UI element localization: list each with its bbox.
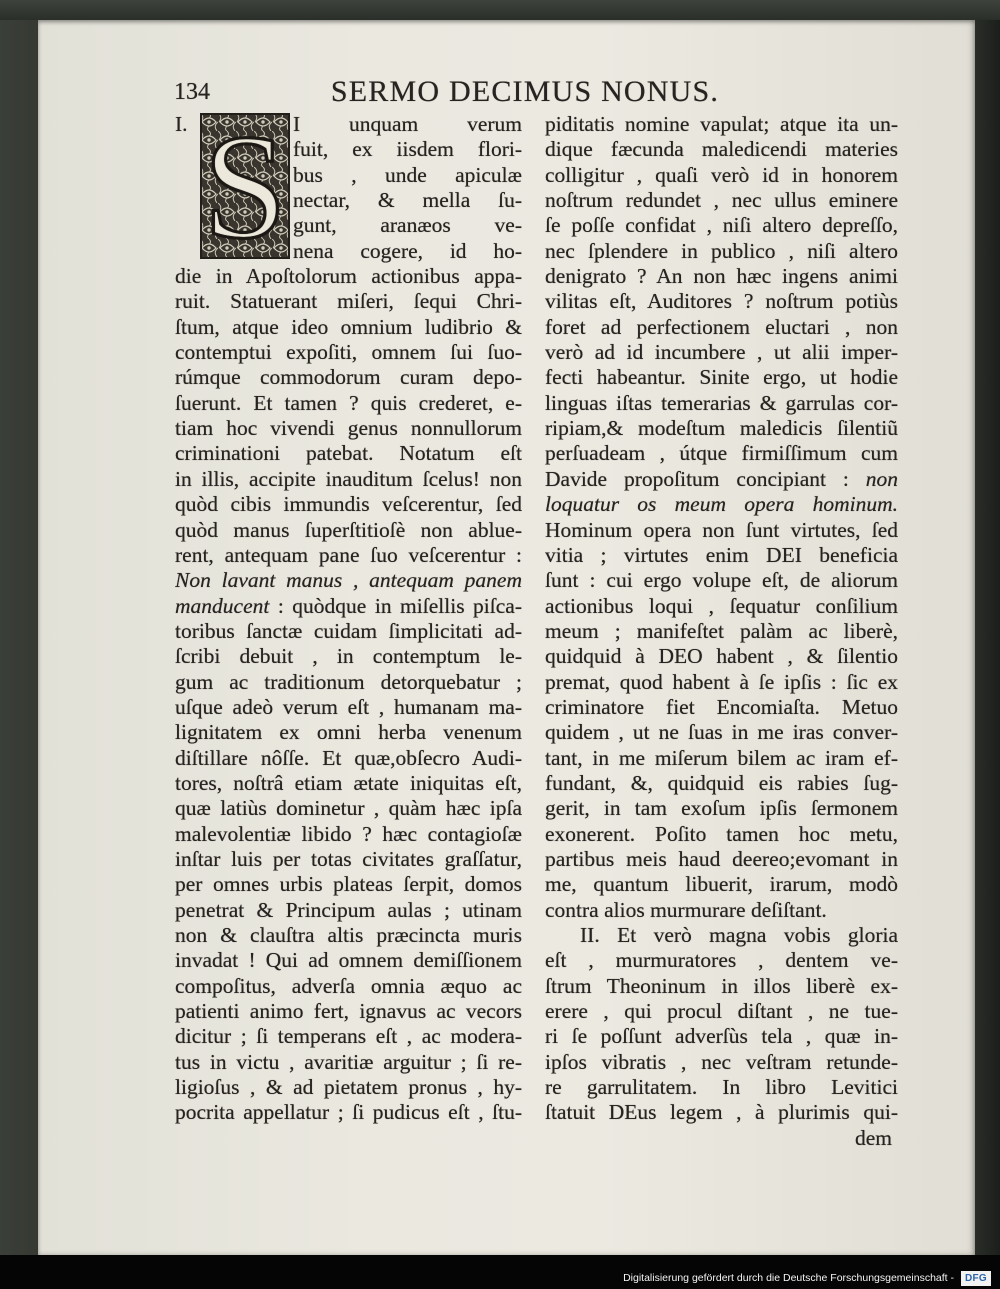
digitization-credit: Digitalisierung gefördert durch die Deutsche Forschungsgemeinschaft -: [623, 1272, 954, 1284]
text-line: verò ad id incumbere , ut alii imper-: [545, 340, 898, 365]
text-line: denigrato ? An non hæc ingens animi: [545, 264, 898, 289]
text-line: quidem , ut ne ſuas in me iras conver-: [545, 720, 898, 745]
text-line: foret ad perfectionem eluctari , non: [545, 314, 898, 339]
text-line: [545, 467, 898, 492]
text-line: ſuerunt. Et tamen ? quis crederet, e-: [175, 390, 522, 415]
text-line: dicitur ; ſi temperans eſt , ac modera-: [175, 1024, 522, 1049]
text-line: nec ſplendere in publico , niſi altero: [545, 238, 898, 263]
text-line: penetrat & Principum aulas ; utinam: [175, 897, 522, 922]
decorated-initial-graphic: [200, 113, 290, 259]
text-line: non & clauſtra altis præcincta muris: [175, 923, 522, 947]
catchword: dem: [854, 1125, 892, 1150]
text-line: meum ; manifeſtet palàm ac liberè,: [545, 618, 898, 643]
text-line: malevolentiæ libido ? hæc contagioſæ: [175, 821, 522, 846]
text-line: inſtar luis per totas civitates graſſatur,: [175, 846, 522, 871]
text-line: fuit, ex iisdem flori-: [293, 137, 522, 162]
dfg-logo: DFG: [961, 1271, 991, 1286]
text-line: me, quantum libuerit, irarum, modò: [545, 872, 898, 897]
paragraph-end-line: contra alios murmurare deſiſtant.: [545, 897, 827, 922]
text-line: exonerent. Poſito tamen hoc metu,: [545, 821, 898, 846]
scan-top-margin: [0, 0, 1000, 20]
text-line: eſt , murmuratores , dentem ve-: [545, 948, 898, 973]
text-line: quòd manus ſuperſtitioſè non ablue-: [175, 517, 522, 542]
text-line: quòd cibis immundis veſcerentur, ſed: [175, 492, 522, 517]
decorated-initial: [200, 113, 290, 259]
text-line: dique fæcunda maledicendi materies: [545, 137, 898, 162]
text-line: erere , qui procul diſtant , ne tue-: [545, 999, 898, 1024]
initial-letter: S: [203, 113, 287, 259]
text-line: quæ latiùs dominetur , quàm hæc ipſa: [175, 796, 522, 821]
text-line: vilitas eſt, Auditores ? noſtrum potiùs: [545, 289, 898, 314]
text-line: pocrita appellatur ; ſi pudicus eſt , ſtu-: [175, 1100, 522, 1125]
text-line: toribus ſanctæ cuidam ſimplicitati ad-: [175, 618, 522, 643]
text-line: ri ſe poſſunt adverſùs tela , quæ in-: [545, 1024, 898, 1049]
text-line: gunt, aranæos ve-: [293, 213, 522, 238]
text-line: nectar, & mella ſu-: [293, 188, 522, 213]
text-line: diſtillare nôſſe. Et quæ,obſecro Audi-: [175, 745, 522, 770]
text-line: in illis, accipite inauditum ſcelus! non: [175, 466, 522, 491]
text-line: rúmque commodorum curam depo-: [175, 365, 522, 390]
text-line: criminationi patebat. Notatum eſt: [175, 441, 522, 466]
text-segment: Davide propoſitum concipiant :: [545, 466, 866, 491]
text-segment: : quòdque in miſellis piſca-: [269, 593, 522, 618]
italic-quotation-line: Non lavant manus , antequam panem: [175, 568, 522, 593]
text-line: tiam hoc vivendi genus nonnullorum: [175, 416, 522, 441]
text-line: lignitatem ex omni herba venenum: [175, 720, 522, 745]
text-line: premat, quod habent à ſe ipſis : ſic ex: [545, 669, 898, 694]
text-line: ligioſus , & ad pietatem pronus , hy-: [175, 1075, 522, 1100]
text-line: patienti animo fert, ignavus ac vecors: [175, 999, 522, 1024]
text-line: rent, antequam pane ſuo veſcerentur :: [175, 542, 522, 567]
text-line: re garrulitatem. In libro Levitici: [545, 1075, 898, 1100]
text-line: ruit. Statuerant miſeri, ſequi Chri-: [175, 289, 522, 314]
text-line: gerit, in tam exoſum ipſis ſermonem: [545, 796, 898, 821]
text-line: ipſos vibratis , nec veſtram retunde-: [545, 1049, 898, 1074]
text-line: ſcribi debuit , in contemptum le-: [175, 644, 522, 669]
section-number: I.: [175, 112, 188, 136]
text-line: piditatis nomine vapulat; atque ita un-: [545, 112, 898, 136]
text-line: tores, noſtrâ etiam ætate iniquitas eſt,: [175, 770, 522, 795]
text-line: ſe poſſe confidat , niſi altero depreſſo,: [545, 213, 898, 238]
text-line: fecti habeantur. Sinite ergo, ut hodie: [545, 365, 898, 390]
text-line: quidquid à DEO habent , & ſilentio: [545, 644, 898, 669]
text-line: criminatore fiet Encomiaſta. Metuo: [545, 694, 898, 719]
text-line: per omnes urbis plateas ſerpit, domos: [175, 872, 522, 897]
text-line: linguas iſtas temerarias & garrulas cor-: [545, 390, 898, 415]
paragraph-start-line: II. Et verò magna vobis gloria: [580, 923, 898, 947]
text-line: die in Apoſtolorum actionibus appa-: [175, 264, 522, 289]
text-line: ſtrum Theoninum in illos liberè ex-: [545, 973, 898, 998]
text-line: ſunt : cui ergo volupe eſt, de aliorum: [545, 568, 898, 593]
text-line: [175, 594, 522, 619]
text-line: perſuadeam , útque firmiſſimum cum: [545, 441, 898, 466]
text-line: noſtrum redundet , nec ullus eminere: [545, 188, 898, 213]
text-line: fundant, &, quidquid eis rabies ſug-: [545, 770, 898, 795]
text-line: ſtatuit DEus legem , à plurimis qui-: [545, 1100, 898, 1125]
text-line: ſtum, atque ideo omnium ludibrio &: [175, 314, 522, 339]
text-line: contemptui expoſiti, omnem ſui ſuo-: [175, 340, 522, 365]
text-line: vitia ; virtutes enim DEI beneficia: [545, 542, 898, 567]
page-number: 134: [174, 79, 210, 105]
right-column: [545, 112, 898, 1151]
text-line: ripiam,& modeſtum maledicis ſilentiũ: [545, 416, 898, 441]
italic-quotation-word: non: [865, 466, 898, 491]
text-line: I unquam verum: [293, 112, 522, 136]
text-line: nena cogere, id ho-: [293, 238, 522, 263]
text-line: compoſitus, adverſa omnia æquo ac: [175, 973, 522, 998]
text-line: actionibus loqui , ſequatur conſilium: [545, 593, 898, 618]
running-title: SERMO DECIMUS NONUS.: [330, 75, 720, 108]
text-line: Hominum opera non ſunt virtutes, ſed: [545, 517, 898, 542]
text-line: colligitur , quaſi verò id in honorem: [545, 162, 898, 187]
text-line: tant, in me miſerum bilem ac iram ef-: [545, 745, 898, 770]
text-line: invadat ! Qui ad omnem demiſſionem: [175, 948, 522, 973]
text-line: uſque adeò verum eſt , humanam ma-: [175, 694, 522, 719]
italic-quotation-line: loquatur os meum opera hominum.: [545, 492, 898, 517]
text-line: tus in victu , avaritiæ arguitur ; ſi re-: [175, 1049, 522, 1074]
italic-quotation-word: manducent: [175, 593, 270, 618]
left-column: [175, 112, 522, 1126]
text-line: gum ac traditionum detorquebatur ;: [175, 669, 522, 694]
text-line: bus , unde apiculæ: [293, 162, 522, 187]
text-line: partibus meis haud deereo;evomant in: [545, 846, 898, 871]
